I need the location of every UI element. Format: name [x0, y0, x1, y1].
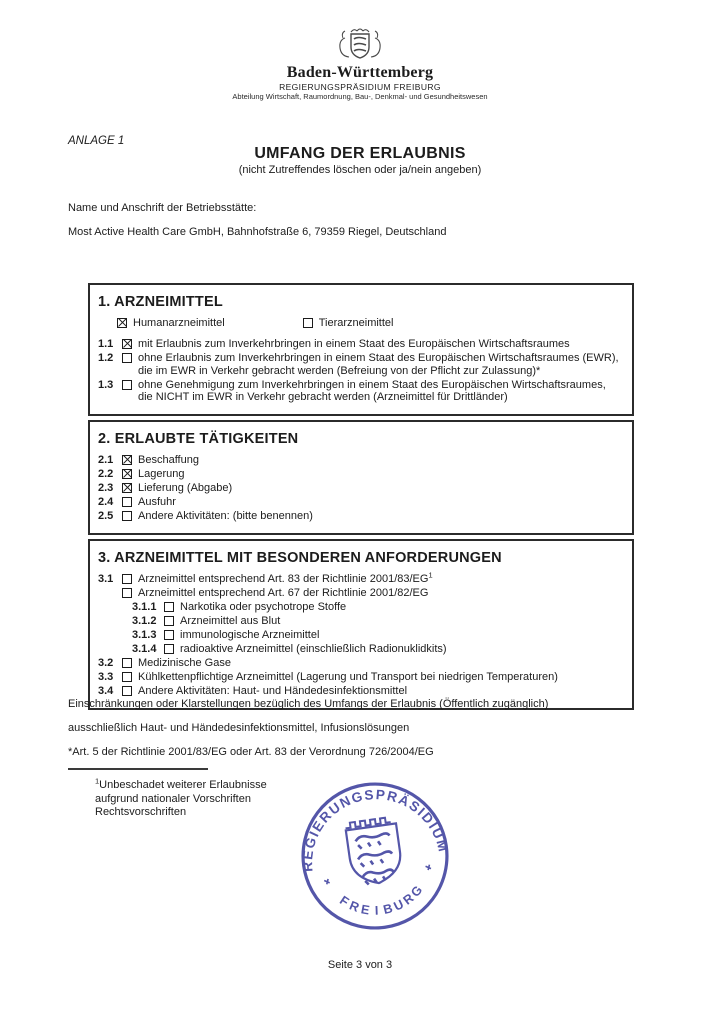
item-text: immunologische Arzneimittel: [180, 629, 320, 641]
checkbox-2-2: [122, 469, 132, 479]
item-number: 3.2: [98, 657, 114, 669]
site-address-value: Most Active Health Care GmbH, Bahnhofstraße 6, 79359 Riegel, Deutschland: [68, 226, 447, 238]
section-arzneimittel: [88, 283, 634, 416]
item-text: ohne Erlaubnis zum Inverkehrbringen in einem Staat des Europäischen Wirtschaftsraumes (EWR), die im EWR in Verkehr gebracht werden (Befreiung von der Pflicht zur Zulassung)*: [138, 352, 619, 377]
item-3-1-1: [132, 601, 623, 614]
item-text: Narkotika oder psychotrope Stoffe: [180, 601, 347, 613]
option-label: Tierarzneimittel: [318, 317, 394, 329]
item-2-3: [98, 482, 623, 495]
item-number: 2.5: [98, 510, 114, 522]
item-3-2: [98, 657, 623, 670]
section-1-title: 1. ARZNEIMITTEL: [98, 294, 223, 310]
checkbox-3-1-2: [164, 616, 174, 626]
item-3-1-4: [132, 643, 623, 656]
item-number: 3.1.3: [132, 629, 157, 641]
item-1-3: [98, 379, 623, 404]
medicine-type-options: [117, 317, 623, 329]
stamp-coat-of-arms: [345, 816, 404, 886]
item-text: Ausfuhr: [138, 496, 176, 508]
department-name: Abteilung Wirtschaft, Raumordnung, Bau-, Denkmal- und Gesundheitswesen: [232, 92, 488, 101]
checkbox-2-1: [122, 455, 132, 465]
option-tierarzneimittel: [303, 317, 394, 329]
item-number: 2.2: [98, 468, 114, 480]
svg-text:R: R: [400, 890, 417, 908]
item-number: 1.2: [98, 352, 114, 364]
item-number: 3.1: [98, 573, 114, 585]
stamp-top-text: REGIERUNGSPRÄSIDIUM: [299, 786, 452, 873]
section-2-title: 2. ERLAUBTE TÄTIGKEITEN: [98, 431, 299, 447]
footnote: [95, 776, 285, 820]
item-text: mit Erlaubnis zum Inverkehrbringen in einem Staat des Europäischen Wirtschaftsraumes: [138, 338, 570, 350]
item-text: Andere Aktivitäten: Haut- und Händedesinfektionsmittel: [138, 685, 408, 697]
checkbox-2-3: [122, 483, 132, 493]
item-number: 3.3: [98, 671, 114, 683]
item-3-4: [98, 685, 623, 698]
item-text: Beschaffung: [138, 454, 199, 466]
checkbox-3-2: [122, 658, 132, 668]
item-text: Arzneimittel entsprechend Art. 67 der Richtlinie 2001/82/EG: [138, 587, 429, 599]
item-3-1-2: [132, 615, 623, 628]
document-title: UMFANG DER ERLAUBNIS: [254, 145, 466, 162]
footnote-marker: 1: [95, 776, 100, 786]
checkbox-3-1-3: [164, 630, 174, 640]
checkbox-3-1: [122, 574, 132, 584]
item-number: 2.1: [98, 454, 114, 466]
option-humanarzneimittel: [117, 317, 225, 329]
section-3-title: 3. ARZNEIMITTEL MIT BESONDEREN ANFORDERUNGEN: [98, 550, 502, 566]
item-number: 3.1.1: [132, 601, 157, 613]
item-3-1b: [98, 587, 623, 600]
item-text: Medizinische Gase: [138, 657, 231, 669]
checkbox-1-2: [122, 353, 132, 363]
checkbox-2-5: [122, 511, 132, 521]
asterisk-note: *Art. 5 der Richtlinie 2001/83/EG oder Art. 83 der Verordnung 726/2004/EG: [68, 746, 434, 758]
item-number: 2.3: [98, 482, 114, 494]
checkbox-3-4: [122, 686, 132, 696]
item-number: 3.1.4: [132, 643, 157, 655]
item-number: 1.1: [98, 338, 114, 350]
item-text: Lieferung (Abgabe): [138, 482, 233, 494]
item-text: Kühlkettenpflichtige Arzneimittel (Lagerung und Transport bei niedrigen Temperaturen): [138, 671, 558, 683]
letterhead: [0, 26, 720, 101]
page-number: Seite 3 von 3: [327, 959, 393, 971]
checkbox-1-1: [122, 339, 132, 349]
item-number: 1.3: [98, 378, 114, 391]
state-name: Baden-Württemberg: [286, 64, 434, 81]
item-number: 2.4: [98, 496, 114, 508]
svg-text:G: G: [408, 882, 426, 900]
restrictions-note-line2: ausschließlich Haut- und Händedesinfektionsmittel, Infusionslösungen: [68, 722, 410, 734]
baden-wuerttemberg-coat-of-arms-icon: [331, 26, 389, 62]
item-3-1: [98, 570, 623, 586]
item-text: ohne Genehmigung zum Inverkehrbringen in einem Staat des Europäischen Wirtschaftsraumes, die NICHT im EWR in Verkehr gebracht werden (Arzneimittel für Drittländer): [138, 378, 606, 403]
svg-text:U: U: [391, 896, 407, 914]
form-sections: [88, 283, 634, 714]
item-number: 3.4: [98, 685, 114, 697]
checkbox-tierarzneimittel: [303, 318, 313, 328]
footnote-divider: [68, 768, 208, 770]
item-3-3: [98, 671, 623, 684]
section-besondere-anforderungen: [88, 539, 634, 710]
svg-text:E: E: [359, 902, 372, 918]
item-1-2: [98, 352, 623, 377]
item-2-5: [98, 510, 623, 523]
restrictions-note-line1: Einschränkungen oder Klarstellungen bezüglich des Umfangs der Erlaubnis (Öffentlich zugänglich): [68, 698, 549, 710]
checkbox-3-1b: [122, 588, 132, 598]
checkbox-2-4: [122, 497, 132, 507]
checkbox-3-3: [122, 672, 132, 682]
item-3-1-3: [132, 629, 623, 642]
svg-text:B: B: [381, 901, 395, 918]
svg-text:R: R: [347, 898, 362, 916]
item-text: Lagerung: [138, 468, 185, 480]
annex-label: ANLAGE 1: [68, 135, 125, 147]
item-text: Arzneimittel aus Blut: [180, 615, 281, 627]
checkbox-1-3: [122, 380, 132, 390]
footnote-line2: aufgrund nationaler Vorschriften: [95, 792, 251, 805]
footnote-reference: 1: [428, 570, 433, 580]
section-erlaubte-taetigkeiten: [88, 420, 634, 535]
item-text: [138, 570, 623, 586]
item-1-1: [98, 338, 623, 351]
item-text-main: Arzneimittel entsprechend Art. 83 der Richtlinie 2001/83/EG: [138, 573, 429, 585]
item-text: Andere Aktivitäten: (bitte benennen): [138, 510, 313, 522]
checkbox-humanarzneimittel: [117, 318, 127, 328]
item-2-1: [98, 454, 623, 467]
checkbox-3-1-1: [164, 602, 174, 612]
svg-text:I: I: [374, 903, 380, 918]
item-number: 3.1.2: [132, 615, 157, 627]
option-label: Humanarzneimittel: [133, 317, 225, 329]
footnote-line1: Unbeschadet weiterer Erlaubnisse: [99, 779, 267, 791]
document-subtitle: (nicht Zutreffendes löschen oder ja/nein angeben): [238, 164, 482, 176]
item-text: radioaktive Arzneimittel (einschließlich Radionuklidkits): [180, 643, 447, 655]
official-round-stamp: [289, 770, 461, 942]
checkbox-3-1-4: [164, 644, 174, 654]
item-2-4: [98, 496, 623, 509]
svg-text:F: F: [337, 893, 352, 910]
footnote-line3: Rechtsvorschriften: [95, 806, 187, 818]
item-2-2: [98, 468, 623, 481]
site-address-label: Name und Anschrift der Betriebsstätte:: [68, 202, 257, 214]
authority-name: REGIERUNGSPRÄSIDIUM FREIBURG: [279, 82, 441, 92]
